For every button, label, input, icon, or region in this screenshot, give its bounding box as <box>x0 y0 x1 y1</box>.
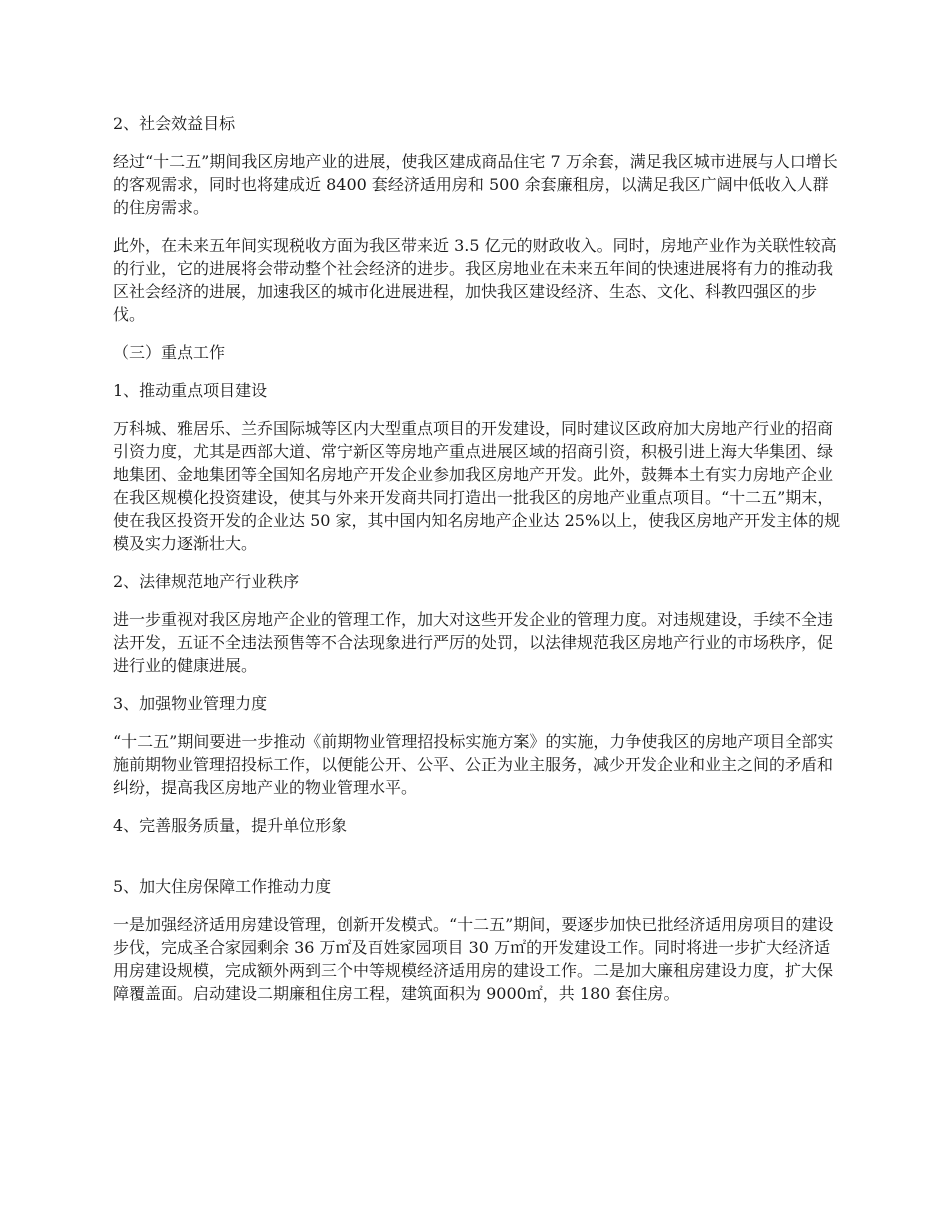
document-page <box>113 112 841 1020</box>
heading-legal-order: 2、法律规范地产行业秩序 <box>113 572 300 591</box>
paragraph-social-benefit-1: 经过“十二五”期间我区房地产业的进展，使我区建成商品住宅 7 万余套，满足我区城市进展与人口增长的客观需求，同时也将建成近 8400 套经济适用房和 500 余套廉租房，以满足我区广阔中低收入人群的住房需求。 <box>113 152 838 217</box>
heading-property-management: 3、加强物业管理力度 <box>113 694 268 713</box>
heading-social-benefit: 2、社会效益目标 <box>113 114 236 133</box>
paragraph-property-management: “十二五”期间要进一步推动《前期物业管理招投标实施方案》的实施，力争使我区的房地产项目全部实施前期物业管理招投标工作，以便能公开、公平、公正为业主服务，减少开发企业和业主之间的矛盾和纠纷，提高我区房地产业的物业管理水平。 <box>113 732 834 797</box>
paragraph-housing-security: 一是加强经济适用房建设管理，创新开发模式。“十二五”期间，要逐步加快已批经济适用房项目的建设步伐，完成圣合家园剩余 36 万㎡及百姓家园项目 30 万㎡的开发建设工作。同时将进一步扩大经济适用房建设规模，完成额外两到三个中等规模经济适用房的建设工作。二是加大廉租房建设力度，扩大保障覆盖面。启动建设二期廉租住房工程，建筑面积为 9000㎡，共 180 套住房。 <box>113 915 834 1003</box>
paragraph-legal-order: 进一步重视对我区房地产企业的管理工作，加大对这些开发企业的管理力度。对违规建设，手续不全违法开发，五证不全违法预售等不合法现象进行严厉的处罚，以法律规范我区房地产行业的市场秩序，促进行业的健康进展。 <box>113 610 834 675</box>
paragraph-social-benefit-2: 此外，在未来五年间实现税收方面为我区带来近 3.5 亿元的财政收入。同时，房地产业作为关联性较高的行业，它的进展将会带动整个社会经济的进步。我区房地业在未来五年间的快速进展将有力的推动我区社会经济的进展，加速我区的城市化进展进程，加快我区建设经济、生态、文化、科教四强区的步伐。 <box>113 236 837 324</box>
heading-key-work: （三）重点工作 <box>113 343 226 362</box>
paragraph-key-projects: 万科城、雅居乐、兰乔国际城等区内大型重点项目的开发建设，同时建议区政府加大房地产行业的招商引资力度，尤其是西部大道、常宁新区等房地产重点进展区域的招商引资，积极引进上海大华集团、绿地集团、金地集团等全国知名房地产开发企业参加我区房地产开发。此外，鼓舞本土有实力房地产企业在我区规模化投资建设，使其与外来开发商共同打造出一批我区的房地产业重点项目。“十二五”期末，使在我区投资开发的企业达 50 家，其中国内知名房地产企业达 25%以上，使我区房地产开发主体的规模及实力逐渐壮大。 <box>113 419 841 553</box>
heading-key-projects: 1、推动重点项目建设 <box>113 381 268 400</box>
heading-service-quality: 4、完善服务质量，提升单位形象 <box>113 816 348 835</box>
heading-housing-security: 5、加大住房保障工作推动力度 <box>113 877 332 896</box>
